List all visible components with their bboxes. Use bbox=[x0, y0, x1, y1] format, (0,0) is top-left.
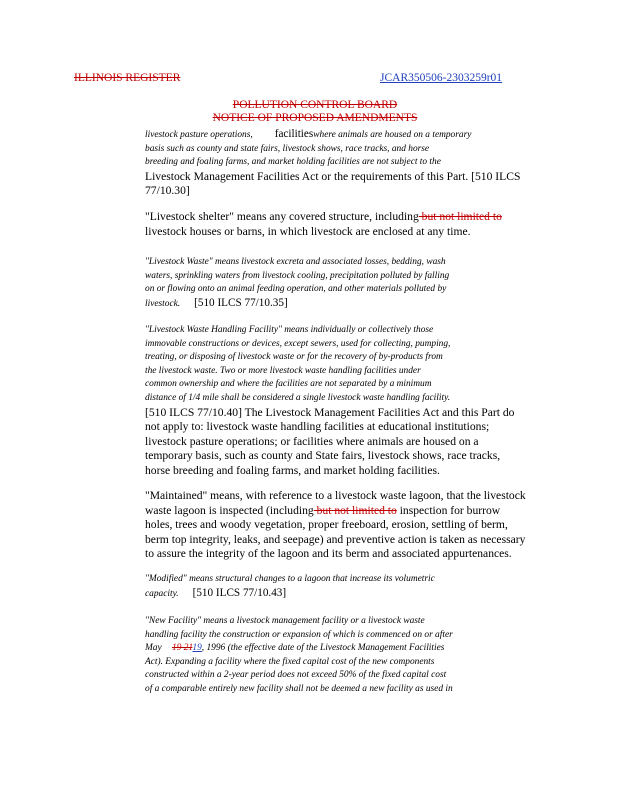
text-line bbox=[145, 587, 435, 602]
citation: [510 ILCS 77/10.43] bbox=[192, 586, 287, 599]
text-line: waters, sprinkling waters from livestock cooling, precipitation polluted by falling bbox=[145, 270, 450, 281]
text-line: "Modified" means structural changes to a lagoon that increase its volumetric bbox=[145, 574, 435, 584]
register-header: ILLINOIS REGISTER bbox=[74, 72, 181, 84]
text-line: basis such as county and state fairs, livestock shows, race tracks, and horse bbox=[145, 143, 430, 154]
text-line: immovable constructions or devices, except sewers, used for collecting, pumping, bbox=[145, 338, 451, 349]
text-line: not apply to: livestock waste handling facilities at educational institutions; bbox=[145, 420, 490, 434]
text-run: waste lagoon is inspected (including bbox=[145, 503, 314, 517]
text-line: 77/10.30] bbox=[145, 184, 190, 198]
livestock-waste-definition bbox=[145, 256, 449, 311]
deleted-date: 19 21 bbox=[172, 643, 193, 654]
maintained-definition bbox=[145, 489, 526, 562]
intro-paragraph bbox=[145, 128, 520, 199]
deleted-text: but not limited to bbox=[313, 503, 397, 517]
text-run: , 1996 (the effective date of the Livestock Management Facilities bbox=[201, 643, 445, 654]
text-run: inspection for burrow bbox=[396, 503, 501, 517]
text-line: constructed within a 2-year period does not exceed 50% of the fixed capital cost bbox=[145, 670, 447, 681]
text-line: [510 ILCS 77/10.40] The Livestock Management Facilities Act and this Part do bbox=[145, 405, 515, 419]
text-line: to assure the integrity of the lagoon and its berm and associated appurtenances. bbox=[145, 547, 512, 561]
text-line bbox=[145, 128, 520, 143]
text-line: the livestock waste. Two or more livestock waste handling facilities under bbox=[145, 365, 421, 376]
citation: [510 ILCS 77/10.35] bbox=[194, 296, 288, 309]
text-run: livestock pasture operations, bbox=[145, 130, 253, 140]
text-line: common ownership and where the facilities are not separated by a minimum bbox=[145, 379, 432, 390]
text-line: livestock pasture operations; or facilities where animals are housed on a bbox=[145, 434, 479, 448]
text-line: temporary basis, such as county and State fairs, livestock shows, race tracks, bbox=[145, 449, 501, 463]
text-line: Livestock Management Facilities Act or the requirements of this Part. [510 ILCS bbox=[145, 169, 521, 183]
text-line: handling facility the construction or expansion of which is commenced on or after bbox=[145, 629, 453, 640]
text-run: capacity. bbox=[145, 588, 179, 599]
notice-title: NOTICE OF PROPOSED AMENDMENTS bbox=[212, 112, 418, 124]
text-line bbox=[145, 642, 453, 656]
text-line: "New Facility" means a livestock management facility or a livestock waste bbox=[145, 616, 425, 626]
text-line: horse breeding and foaling farms, and market holding facilities. bbox=[145, 463, 440, 477]
text-line: "Livestock Waste Handling Facility" means individually or collectively those bbox=[145, 325, 434, 335]
livestock-shelter-definition bbox=[145, 210, 502, 239]
text-line: Act). Expanding a facility where the fixed capital cost of the new components bbox=[145, 656, 435, 667]
text-run: "Livestock shelter" means any covered structure, including bbox=[145, 210, 419, 223]
text-line bbox=[145, 504, 526, 519]
text-run: facilities bbox=[274, 128, 314, 140]
text-run: May bbox=[145, 643, 162, 654]
text-run: livestock. bbox=[145, 298, 181, 309]
text-run: where animals are housed on a temporary bbox=[313, 130, 472, 140]
text-line bbox=[145, 297, 449, 312]
text-line: holes, trees and woody vegetation, proper freeboard, erosion, settling of berm, bbox=[145, 518, 508, 532]
text-line bbox=[145, 210, 502, 225]
text-line: berm top integrity, leaks, and seepage) and preventive action is taken as necessary bbox=[145, 532, 526, 546]
text-line: "Livestock Waste" means livestock excreta and associated losses, bedding, wash bbox=[145, 257, 446, 267]
text-line: of a comparable entirely new facility shall not be deemed a new facility as used in bbox=[145, 683, 453, 694]
text-line: breeding and foaling farms, and market holding facilities are not subject to the bbox=[145, 157, 441, 168]
board-title: POLLUTION CONTROL BOARD bbox=[232, 99, 398, 111]
text-line: livestock houses or barns, in which livestock are enclosed at any time. bbox=[145, 224, 471, 238]
text-line: treating, or disposing of livestock waste or for the recovery of by-products from bbox=[145, 352, 443, 363]
inserted-date: 19 bbox=[192, 643, 202, 654]
document-id[interactable]: JCAR350506-2303259r01 bbox=[380, 72, 503, 84]
text-line: "Maintained" means, with reference to a livestock waste lagoon, that the livestock bbox=[145, 489, 526, 502]
new-facility-definition bbox=[145, 615, 453, 697]
deleted-text: but not limited to bbox=[418, 210, 502, 223]
text-line: on or flowing onto an animal feeding operation, and other materials polluted by bbox=[145, 284, 447, 295]
modified-definition bbox=[145, 573, 435, 601]
text-line: distance of 1/4 mile shall be considered a single livestock waste handling facility. bbox=[145, 392, 451, 403]
waste-handling-definition bbox=[145, 324, 514, 479]
